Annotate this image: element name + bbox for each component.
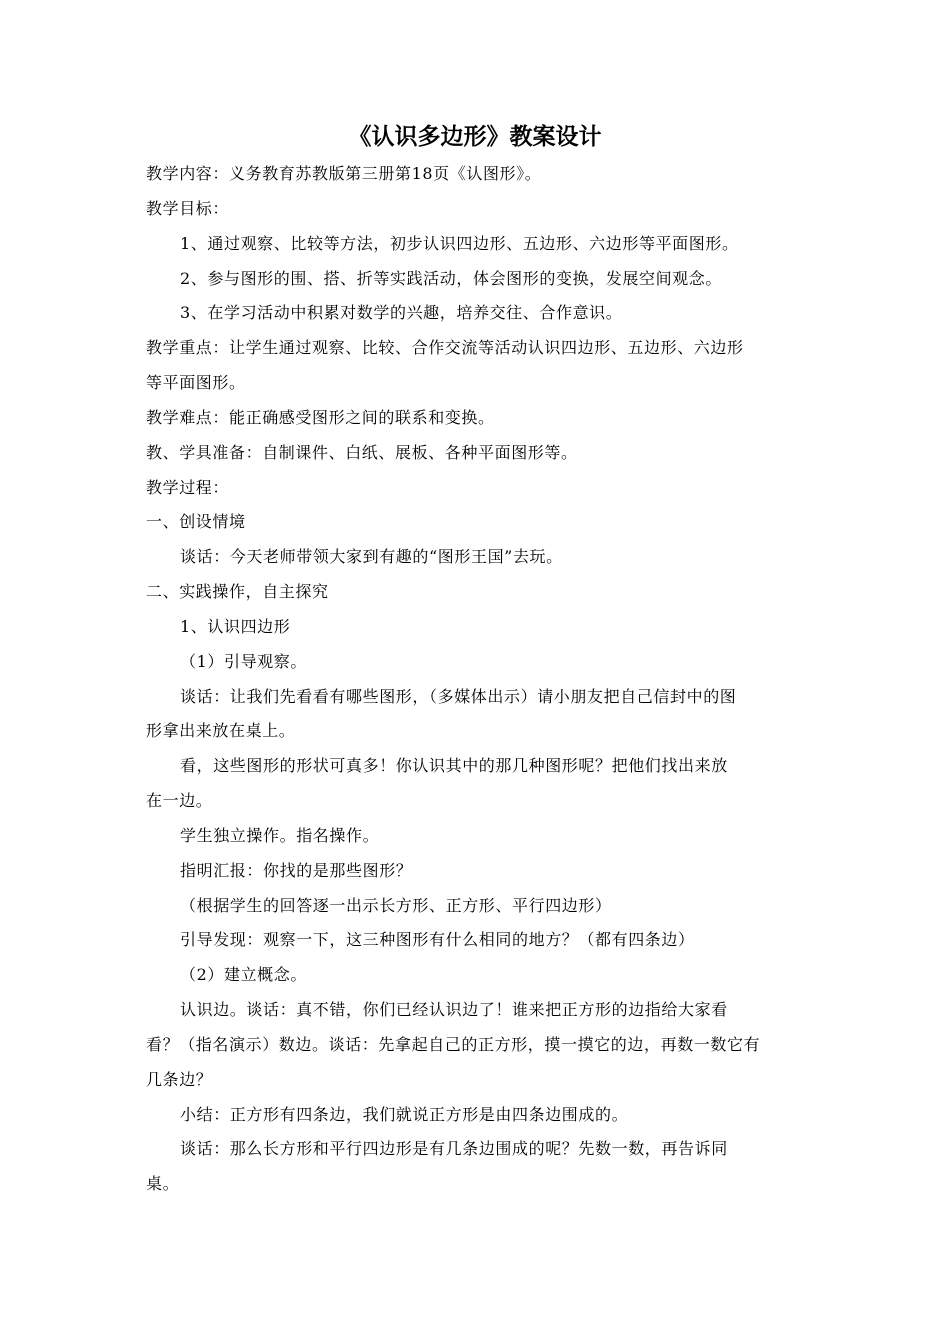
paragraph: 指明汇报：你找的是那些图形？: [180, 861, 413, 880]
teaching-content-line: 教学内容：义务教育苏教版第三册第18页《认图形》。: [146, 164, 542, 183]
paragraph-cont: 在一边。: [146, 791, 213, 810]
document-title: 《认识多边形》教案设计: [348, 123, 602, 150]
goal-item-3: 3、在学习活动中积累对数学的兴趣，培养交往、合作意识。: [180, 303, 623, 322]
step-heading: （1）引导观察。: [180, 652, 307, 671]
key-points-line: 教学重点：让学生通过观察、比较、合作交流等活动认识四边形、五边形、六边形: [146, 338, 744, 357]
section-2-heading: 二、实践操作，自主探究: [146, 582, 329, 601]
paragraph: 引导发现：观察一下，这三种图形有什么相同的地方？（都有四条边）: [180, 930, 695, 949]
paragraph-cont: 形拿出来放在桌上。: [146, 721, 296, 740]
difficulty-line: 教学难点：能正确感受图形之间的联系和变换。: [146, 408, 495, 427]
paragraph-cont: 看？（指名演示）数边。谈话：先拿起自己的正方形，摸一摸它的边，再数一数它有: [146, 1035, 761, 1054]
subsection-heading: 1、认识四边形: [180, 617, 291, 636]
paragraph: 学生独立操作。指名操作。: [180, 826, 380, 845]
paragraph: （根据学生的回答逐一出示长方形、正方形、平行四边形）: [180, 896, 612, 915]
paragraph: 小结：正方形有四条边，我们就说正方形是由四条边围成的。: [180, 1105, 629, 1124]
goal-item-2: 2、参与图形的围、搭、折等实践活动，体会图形的变换，发展空间观念。: [180, 269, 722, 288]
paragraph-cont: 桌。: [146, 1174, 180, 1193]
step-heading: （2）建立概念。: [180, 965, 307, 984]
materials-line: 教、学具准备：自制课件、白纸、展板、各种平面图形等。: [146, 443, 578, 462]
paragraph: 谈话：那么长方形和平行四边形是有几条边围成的呢？先数一数，再告诉同: [180, 1139, 728, 1158]
paragraph: 谈话：让我们先看看有哪些图形，（多媒体出示）请小朋友把自己信封中的图: [180, 687, 737, 706]
paragraph-cont: 几条边？: [146, 1070, 213, 1089]
section-1-heading: 一、创设情境: [146, 512, 246, 531]
teaching-goals-heading: 教学目标：: [146, 199, 230, 218]
paragraph: 谈话：今天老师带领大家到有趣的“图形王国”去玩。: [180, 547, 563, 566]
paragraph: 认识边。谈话：真不错，你们已经认识边了！谁来把正方形的边指给大家看: [180, 1000, 728, 1019]
process-heading: 教学过程：: [146, 478, 230, 497]
goal-item-1: 1、通过观察、比较等方法，初步认识四边形、五边形、六边形等平面图形。: [180, 234, 739, 253]
key-points-line-cont: 等平面图形。: [146, 373, 246, 392]
paragraph: 看，这些图形的形状可真多！你认识其中的那几种图形呢？把他们找出来放: [180, 756, 728, 775]
